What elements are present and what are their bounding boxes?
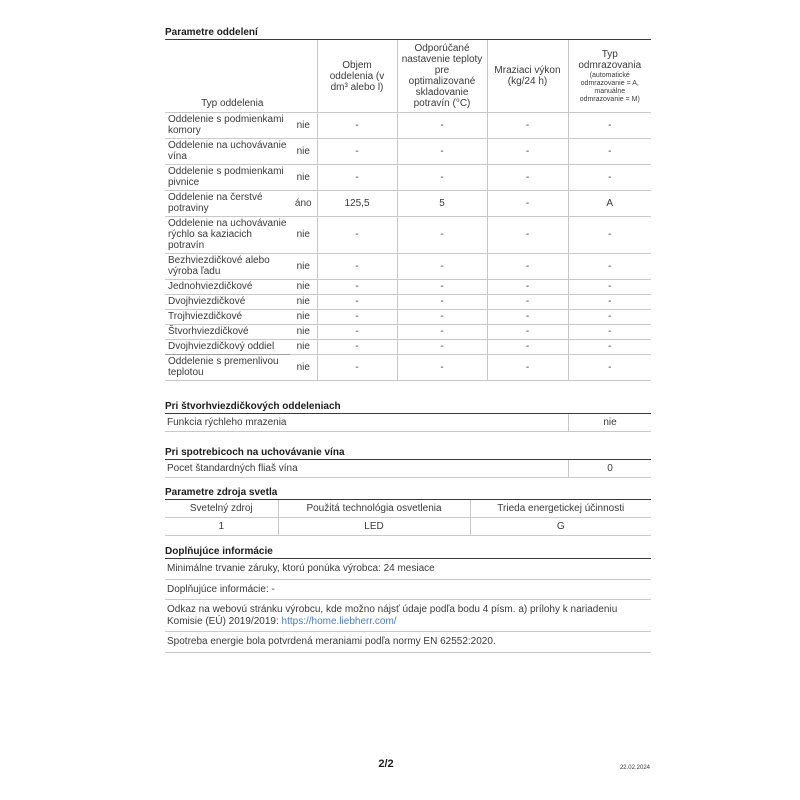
document-date: 22.02.2024: [619, 765, 650, 771]
row-defrost: -: [568, 340, 651, 355]
table-row: [165, 310, 651, 325]
four-star-row-value: nie: [568, 414, 651, 431]
row-temperature: -: [397, 254, 487, 280]
table-row: [165, 280, 651, 295]
row-freezing: -: [487, 191, 568, 217]
row-label: Oddelenie na uchovávanie vína: [165, 139, 290, 165]
header-freezing-capacity: Mraziaci výkon (kg/24 h): [487, 40, 568, 113]
row-defrost: -: [568, 310, 651, 325]
row-freezing: -: [487, 139, 568, 165]
four-star-section-title: Pri štvorhviezdičkových oddeleniach: [165, 401, 651, 414]
energy-norm-row: Spotreba energie bola potvrdená meraniami podľa normy EN 62552:2020.: [165, 632, 651, 653]
row-availability: nie: [290, 165, 317, 191]
row-availability: nie: [290, 355, 317, 381]
header-defrost-note: (automatické odmrazovanie = A, manuálne odmrazovanie = M): [579, 71, 640, 103]
table-row: [165, 139, 651, 165]
header-volume: Objem oddelenia (v dm³ alebo l): [317, 40, 397, 113]
light-source-table: [165, 500, 651, 536]
row-temperature: -: [397, 139, 487, 165]
row-volume: -: [317, 340, 397, 355]
row-defrost: -: [568, 165, 651, 191]
compartments-table: [165, 40, 651, 381]
row-freezing: -: [487, 340, 568, 355]
light-header-energy-class: Trieda energetickej účinnosti: [470, 500, 651, 518]
manufacturer-website-link[interactable]: https://home.liebherr.com/: [281, 615, 397, 627]
row-availability: nie: [290, 310, 317, 325]
compartments-section-title: Parametre oddelení: [165, 27, 651, 40]
row-temperature: -: [397, 325, 487, 340]
row-freezing: -: [487, 310, 568, 325]
content-area: [165, 27, 651, 653]
row-availability: nie: [290, 325, 317, 340]
light-section-title: Parametre zdroja svetla: [165, 487, 651, 500]
row-volume: 125,5: [317, 191, 397, 217]
row-volume: -: [317, 165, 397, 191]
row-availability: nie: [290, 139, 317, 165]
row-volume: -: [317, 254, 397, 280]
row-availability: nie: [290, 280, 317, 295]
row-temperature: -: [397, 355, 487, 381]
manufacturer-link-text: Odkaz na webovú stránku výrobcu, kde možno nájsť údaje podľa bodu 4 písm. a) prílohy k nariadeniu Komisie (EÚ) 2019/2019:: [167, 604, 618, 627]
row-defrost: -: [568, 325, 651, 340]
row-volume: -: [317, 280, 397, 295]
row-label: Štvorhviezdičkové: [165, 325, 290, 340]
wine-row-label: Pocet štandardných fliaš vína: [167, 463, 298, 474]
row-availability: nie: [290, 113, 317, 139]
row-freezing: -: [487, 165, 568, 191]
wine-row-value: 0: [568, 460, 651, 477]
row-volume: -: [317, 310, 397, 325]
header-temperature: Odporúčané nastavenie teploty pre optimalizované skladovanie potravín (°C): [397, 40, 487, 113]
four-star-row-label: Funkcia rýchleho mrazenia: [167, 417, 287, 428]
row-label: Oddelenie s podmienkami komory: [165, 113, 290, 139]
row-availability: nie: [290, 295, 317, 310]
row-volume: -: [317, 113, 397, 139]
additional-info-row: Doplňujúce informácie: -: [165, 580, 651, 601]
row-temperature: -: [397, 113, 487, 139]
compartments-header-row: [165, 40, 651, 113]
manufacturer-link-row: [165, 600, 651, 632]
light-header-technology: Použitá technológia osvetlenia: [278, 500, 470, 518]
row-defrost: -: [568, 139, 651, 165]
light-header-row: [165, 500, 651, 518]
table-row: [165, 254, 651, 280]
row-defrost: -: [568, 217, 651, 254]
row-label: Bezhviezdičkové alebo výroba ľadu: [165, 254, 290, 280]
row-label: Oddelenie s premenlivou teplotou: [165, 355, 290, 381]
wine-row: [165, 460, 651, 478]
row-temperature: -: [397, 340, 487, 355]
table-row: [165, 165, 651, 191]
row-freezing: -: [487, 254, 568, 280]
row-label: Oddelenie s podmienkami pivnice: [165, 165, 290, 191]
row-temperature: -: [397, 165, 487, 191]
light-header-source: Svetelný zdroj: [165, 500, 278, 518]
four-star-row: [165, 414, 651, 432]
row-defrost: -: [568, 355, 651, 381]
table-row: [165, 217, 651, 254]
page-number: 2/2: [378, 758, 394, 770]
light-value-row: [165, 518, 651, 536]
row-freezing: -: [487, 217, 568, 254]
row-temperature: -: [397, 295, 487, 310]
row-volume: -: [317, 325, 397, 340]
row-temperature: -: [397, 217, 487, 254]
header-defrost-type-label: Typ odmrazovania: [578, 48, 642, 71]
wine-section-title: Pri spotrebicoch na uchovávanie vína: [165, 447, 651, 460]
row-volume: -: [317, 295, 397, 310]
row-temperature: 5: [397, 191, 487, 217]
row-label: Dvojhviezdičkové: [165, 295, 290, 310]
table-row: [165, 191, 651, 217]
row-label: Jednohviezdičkové: [165, 280, 290, 295]
row-temperature: -: [397, 280, 487, 295]
row-label: Oddelenie na čerstvé potraviny: [165, 191, 290, 217]
row-freezing: -: [487, 113, 568, 139]
row-label: Trojhviezdičkové: [165, 310, 290, 325]
row-availability: áno: [290, 191, 317, 217]
table-row: [165, 355, 651, 381]
row-availability: nie: [290, 254, 317, 280]
additional-section-title: Doplňujúce informácie: [165, 546, 651, 559]
table-row: [165, 295, 651, 310]
light-value-technology: LED: [278, 518, 470, 536]
row-defrost: -: [568, 113, 651, 139]
row-volume: -: [317, 355, 397, 381]
row-defrost: -: [568, 295, 651, 310]
table-row: [165, 113, 651, 139]
light-value-source: 1: [165, 518, 278, 536]
row-volume: -: [317, 217, 397, 254]
row-label: Dvojhviezdičkový oddiel: [165, 340, 290, 355]
header-defrost-type: [568, 40, 651, 113]
row-defrost: A: [568, 191, 651, 217]
row-availability: nie: [290, 340, 317, 355]
row-freezing: -: [487, 295, 568, 310]
light-value-energy-class: G: [470, 518, 651, 536]
table-row: [165, 325, 651, 340]
row-label: Oddelenie na uchovávanie rýchlo sa kaziacich potravín: [165, 217, 290, 254]
header-type: Typ oddelenia: [165, 40, 317, 113]
table-row: [165, 340, 651, 355]
row-freezing: -: [487, 355, 568, 381]
row-defrost: -: [568, 280, 651, 295]
warranty-info-row: Minimálne trvanie záruky, ktorú ponúka výrobca: 24 mesiace: [165, 559, 651, 580]
row-volume: -: [317, 139, 397, 165]
row-temperature: -: [397, 310, 487, 325]
row-defrost: -: [568, 254, 651, 280]
row-freezing: -: [487, 325, 568, 340]
row-freezing: -: [487, 280, 568, 295]
row-availability: nie: [290, 217, 317, 254]
